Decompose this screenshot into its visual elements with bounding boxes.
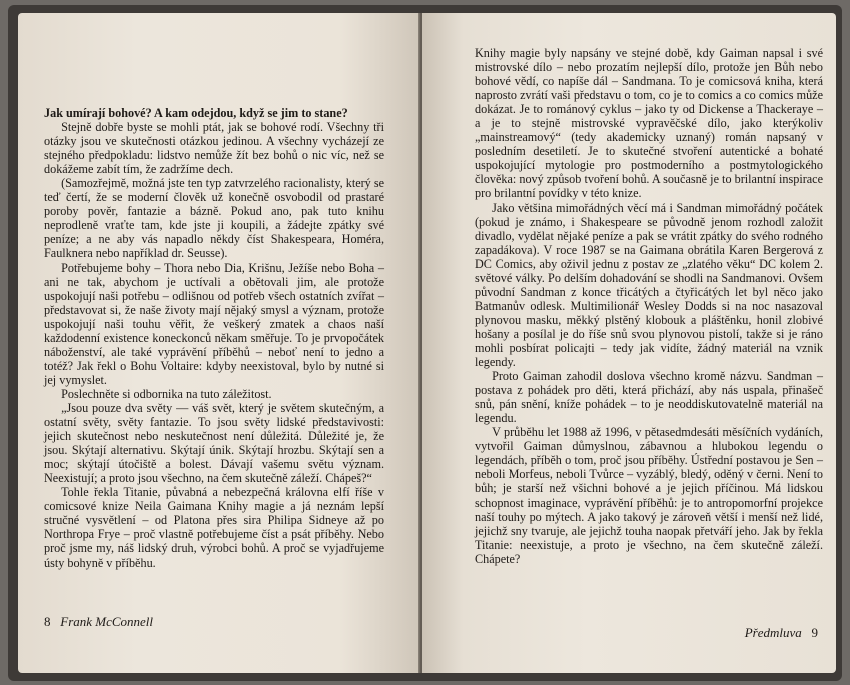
paragraph: (Samozřejmě, možná jste ten typ zatvrzelého racionalisty, který se teď čertí, že se moderní člověk už konečně osvobodil od prastaré poroby pověr, fantazie a bázně. Pokud ano, pak tuto knihu neprodleně vraťte tam, kde jste ji koupili, a žádejte zpátky své peníze; a ne aby vás napadlo někdy číst Shakespeara, Homéra, Faulknera nebo například dr. Seusse). <box>44 176 384 261</box>
running-author: Frank McConnell <box>60 614 154 629</box>
page-number: 8 <box>44 614 51 629</box>
paragraph: V průběhu let 1988 až 1996, v pětasedmdesáti měsíčních vydáních, vytvořil Gaiman důmyslnou, zábavnou a hlubokou legendu o legendách, příběh o tom, proč jsou příběhy. Ústřední postavou je Sen – neboli Morfeus, neboli Tvůrce – vyzáblý, bledý, oděný v černi. Není to bůh; je starší než všichni bohové a je jejich příčinou. Má lidskou schopnost imaginace, vyprávění příběhů: je to antropomorfní projekce naší touhy po mýtech. A jako takový je zároveň větší i menší než lidé, jejichž sny tvaruje, ale jejichž touha naopak přetváří jeho. Jak by řekla Titanie: neexistuje, a proto je všechno, na čem skutečně záleží. Chápete? <box>475 425 823 566</box>
paragraph: Potřebujeme bohy – Thora nebo Dia, Krišnu, Ježíše nebo Boha – ani ne tak, abychom je uctívali a obětovali jim, ale protože uspokojují naši potřebu – odlišnou od potřeb všech ostatních zvířat – představovat si, že naše životy mají nějaký smysl a význam, protože uspokojují naši touhu věřit, že veškerý zmatek a chaos naší každodenní existence koneckonců někam směřuje. To je prvopočátek náboženství, ale také vyprávění příběhů – neboť není to jedno a totéž? Jak řekl o Bohu Voltaire: kdyby neexistoval, bylo by nutné si jej vymyslet. <box>44 260 384 387</box>
open-book <box>8 5 842 681</box>
right-page-text <box>475 46 823 566</box>
paragraph: Stejně dobře byste se mohli ptát, jak se bohové rodí. Všechny tři otázky jsou ve skutečnosti otázkou jedinou. A všechny vycházejí ze stejného předpokladu: lidstvo nemůže žít bez bohů o nic víc, než se dokážeme zabít tím, že zadržíme dech. <box>44 120 384 177</box>
running-title: Předmluva <box>744 625 802 640</box>
paragraph: Proto Gaiman zahodil doslova všechno kromě názvu. Sandman – postava z pohádek pro děti, která přichází, aby nás uspala, přinašeč snů, pán snění, kníže pohádek – to je neoddiskutovatelně materiál na legendu. <box>475 369 823 426</box>
right-page-footer <box>745 625 818 641</box>
paragraph: Jako většina mimořádných věcí má i Sandman mimořádný počátek (pokud je známo, i Shakespeare se původně jenom rozhodl založit divadlo, vydělat nějaké peníze a pak se vrátit zpátky do svého rodného zapadákova). V roce 1987 se na Gaimana obrátila Karen Bergerová z DC Comics, aby oživil jednu z postav ze „zlatého věku“ DC kolem 2. světové války. Po delším dohadování se shodli na Sandmanovi. Ovšem původní Sandman z konce třicátých a čtyřicátých let byl něco jako Batmanův odlesk. Multimilionář Wesley Dodds si na noc nasazoval plynovou masku, měkký plstěný klobouk a pláštěnku, honil zlobivé hošany a posílal je do říše snů svou plynovou pistolí, takže si je ráno mohli posbírat policajti – tedy jak vidíte, žádný materiál na vznik legendy. <box>475 200 823 370</box>
paragraph: Poslechněte si odbornika na tuto záležitost. <box>61 386 272 401</box>
paragraph: Knihy magie byly napsány ve stejné době, kdy Gaiman napsal i své mistrovské dílo – nebo prozatím nejlepší dílo, protože jen Bůh nebo bohové vědí, co napíše dál – Sandmana. To je comicsová kniha, která naprosto zvrátí vaši představu o tom, co je to comics a co comics může dokázat. Je to románový cyklus – jako ty od Dickense a Thackeraye – a je to stejně mistrovské vypravěčské dílo, jako kterýkoliv „mainstreamový“ (tedy akademicky uznaný) román napsaný v posledním desetiletí. Je to skutečné stvoření autentické a bohaté uspokojující mytologie pro postmoderního a postmytologického člověka: nový způsob tvoření bohů. A současně je to brilantní inspirace pro brilantní povídky v této knize. <box>475 46 823 201</box>
left-page-text <box>44 106 384 570</box>
chapter-heading: Jak umírají bohové? A kam odejdou, když se jim to stane? <box>44 106 348 120</box>
paragraph: Tohle řekla Titanie, půvabná a nebezpečná královna elfí říše v comicsové knize Neila Gaimana Knihy magie a já neznám lepší stručné vysvětlení – od Platona přes sira Philipa Sidneye až po Northropa Frye – proč vlastně potřebujeme číst a psát příběhy. Nebo proč jsme my, náš lidský druh, výrobci bohů. A proč se vyjadřujeme ústy bohyně v příběhu. <box>44 485 384 570</box>
left-page-footer <box>44 614 153 630</box>
page-number: 9 <box>811 625 818 640</box>
right-page <box>422 13 836 673</box>
quote-paragraph: „Jsou pouze dva světy — váš svět, který je světem skutečným, a ostatní světy, světy fantazie. To jsou světy lidské představivosti: jejich skutečnost nebo neskutečnost není důležitá. Důležité je, že jsou. Skýtají alternativu. Skýtají únik. Skýtají hrozbu. Skýtají sen a moc; skýtají útočiště a bolest. Dávají vašemu světu význam. Neexistují; a proto jsou všechno, na čem skutečně záleží. Chápeš?“ <box>44 400 384 486</box>
left-page <box>18 13 420 673</box>
